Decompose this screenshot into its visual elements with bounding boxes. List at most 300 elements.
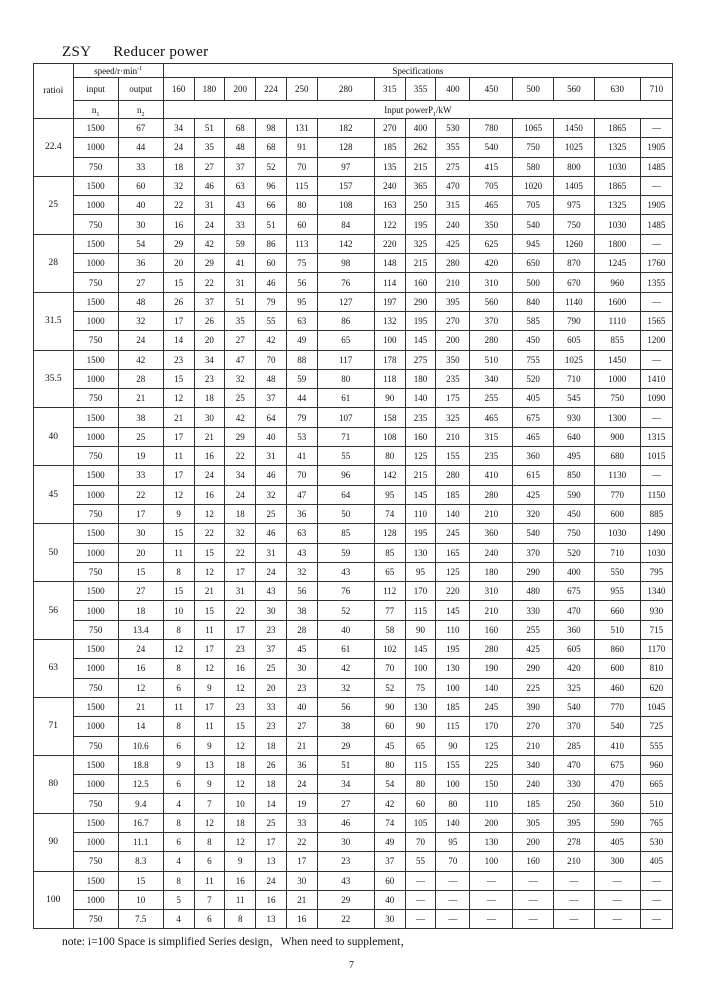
power-cell: 33 (256, 697, 287, 716)
power-cell: 17 (163, 466, 194, 485)
power-cell: 63 (286, 311, 317, 330)
power-cell: 275 (436, 157, 470, 176)
input-speed-cell: 1000 (73, 427, 118, 446)
power-cell: 1760 (640, 254, 672, 273)
power-cell: — (594, 910, 640, 929)
power-cell: 140 (436, 813, 470, 832)
power-cell: 100 (470, 852, 513, 871)
power-cell: 34 (225, 466, 256, 485)
power-cell: — (554, 871, 595, 890)
power-cell: 27 (317, 794, 374, 813)
power-cell: 112 (374, 582, 405, 601)
power-cell: 8 (225, 910, 256, 929)
power-cell: — (405, 890, 436, 909)
power-cell: 100 (436, 775, 470, 794)
output-speed-cell: 67 (118, 119, 163, 138)
power-cell: 9 (225, 852, 256, 871)
output-speed-cell: 8.3 (118, 852, 163, 871)
input-speed-cell: 1500 (73, 813, 118, 832)
output-speed-cell: 13.4 (118, 620, 163, 639)
table-row (34, 524, 673, 543)
output-speed-cell: 20 (118, 543, 163, 562)
power-cell: 1300 (594, 408, 640, 427)
output-speed-cell: 14 (118, 717, 163, 736)
header-row-1 (34, 64, 673, 78)
power-cell: 75 (286, 254, 317, 273)
size-header: 180 (194, 78, 225, 101)
power-cell: — (436, 871, 470, 890)
power-cell: — (640, 119, 672, 138)
power-cell: 20 (194, 331, 225, 350)
power-cell: 29 (163, 234, 194, 253)
power-cell: 11 (163, 447, 194, 466)
power-cell: 17 (225, 562, 256, 581)
power-cell: 390 (513, 697, 554, 716)
power-cell: 127 (317, 292, 374, 311)
power-cell: 1110 (594, 311, 640, 330)
power-cell: 46 (256, 273, 287, 292)
output-speed-cell: 21 (118, 389, 163, 408)
power-cell: 235 (436, 369, 470, 388)
input-speed-cell: 1500 (73, 466, 118, 485)
power-cell: 1025 (554, 138, 595, 157)
size-header: 450 (470, 78, 513, 101)
table-row (34, 832, 673, 851)
power-cell: 360 (470, 524, 513, 543)
power-cell: 26 (163, 292, 194, 311)
output-speed-cell: 28 (118, 369, 163, 388)
power-cell: 61 (317, 640, 374, 659)
power-cell: 34 (317, 775, 374, 794)
power-cell: 24 (194, 215, 225, 234)
power-cell: 37 (374, 852, 405, 871)
power-cell: 31 (256, 447, 287, 466)
power-cell: 290 (513, 562, 554, 581)
power-cell: 17 (256, 832, 287, 851)
table-row (34, 196, 673, 215)
power-cell: 12 (225, 832, 256, 851)
power-cell: 800 (554, 157, 595, 176)
power-cell: 24 (225, 485, 256, 504)
power-cell: 35 (194, 138, 225, 157)
power-cell: 12 (194, 562, 225, 581)
power-cell: 7 (194, 890, 225, 909)
power-cell: 975 (554, 196, 595, 215)
power-cell: 49 (374, 832, 405, 851)
table-row (34, 119, 673, 138)
power-cell: 11 (163, 543, 194, 562)
table-row (34, 582, 673, 601)
input-speed-cell: 750 (73, 794, 118, 813)
power-cell: 270 (374, 119, 405, 138)
ratio-cell: 90 (34, 813, 74, 871)
power-cell: 23 (194, 369, 225, 388)
power-cell: 12 (163, 640, 194, 659)
power-cell: 1030 (594, 215, 640, 234)
power-cell: 18 (256, 775, 287, 794)
power-cell: 310 (470, 273, 513, 292)
power-cell: 5 (163, 890, 194, 909)
power-cell: 42 (194, 234, 225, 253)
output-speed-cell: 21 (118, 697, 163, 716)
power-cell: 580 (513, 157, 554, 176)
power-cell: 770 (594, 485, 640, 504)
power-cell: 145 (405, 485, 436, 504)
power-cell: 425 (513, 485, 554, 504)
power-cell: 8 (163, 717, 194, 736)
size-header: 280 (317, 78, 374, 101)
power-cell: 32 (225, 524, 256, 543)
power-cell: 495 (554, 447, 595, 466)
power-cell: 37 (194, 292, 225, 311)
power-cell: 42 (317, 659, 374, 678)
power-cell: 17 (194, 697, 225, 716)
power-cell: 22 (194, 524, 225, 543)
power-cell: 370 (554, 717, 595, 736)
power-cell: 18 (194, 389, 225, 408)
power-cell: 22 (225, 447, 256, 466)
power-cell: 26 (256, 755, 287, 774)
power-cell: 21 (286, 890, 317, 909)
table-row (34, 910, 673, 929)
power-cell: 74 (374, 504, 405, 523)
power-cell: 185 (513, 794, 554, 813)
output-speed-cell: 15 (118, 562, 163, 581)
power-cell: 52 (317, 601, 374, 620)
power-cell: 88 (286, 350, 317, 369)
power-cell: 870 (554, 254, 595, 273)
power-cell: 33 (225, 215, 256, 234)
power-cell: 325 (554, 678, 595, 697)
output-speed-cell: 27 (118, 582, 163, 601)
power-cell: 49 (286, 331, 317, 350)
power-cell: 6 (163, 736, 194, 755)
power-cell: — (594, 871, 640, 890)
ratio-cell: 71 (34, 697, 74, 755)
power-cell: 540 (594, 717, 640, 736)
table-row (34, 215, 673, 234)
power-cell: 160 (405, 427, 436, 446)
input-speed-cell: 1500 (73, 408, 118, 427)
power-cell: 1315 (640, 427, 672, 446)
power-cell: 6 (163, 678, 194, 697)
power-cell: 960 (594, 273, 640, 292)
power-cell: 15 (163, 273, 194, 292)
power-cell: 85 (374, 543, 405, 562)
power-cell: 34 (163, 119, 194, 138)
power-cell: 180 (470, 562, 513, 581)
power-cell: 16 (225, 871, 256, 890)
power-cell: 13 (194, 755, 225, 774)
input-speed-cell: 1000 (73, 601, 118, 620)
table-row (34, 138, 673, 157)
power-cell: 280 (470, 640, 513, 659)
power-cell: 42 (225, 408, 256, 427)
power-cell: 225 (513, 678, 554, 697)
power-cell: 43 (286, 543, 317, 562)
output-speed-cell: 12.5 (118, 775, 163, 794)
power-cell: 55 (317, 447, 374, 466)
specifications-header: Specifications (163, 64, 672, 78)
table-row (34, 234, 673, 253)
power-cell: 960 (640, 755, 672, 774)
table-row (34, 273, 673, 292)
power-cell: 1450 (594, 350, 640, 369)
size-header: 400 (436, 78, 470, 101)
power-cell: 40 (317, 620, 374, 639)
power-cell: 670 (554, 273, 595, 292)
power-cell: 29 (317, 736, 374, 755)
output-speed-cell: 10.6 (118, 736, 163, 755)
power-cell: 470 (554, 601, 595, 620)
power-cell: 52 (256, 157, 287, 176)
power-cell: 6 (194, 910, 225, 929)
power-cell: 11 (194, 620, 225, 639)
header-row-3 (34, 101, 673, 119)
power-cell: — (405, 910, 436, 929)
power-cell: 56 (317, 697, 374, 716)
table-row (34, 447, 673, 466)
power-cell: 510 (594, 620, 640, 639)
power-cell: 95 (436, 832, 470, 851)
power-cell: 220 (436, 582, 470, 601)
power-cell: 350 (470, 215, 513, 234)
power-cell: 25 (225, 389, 256, 408)
power-cell: 98 (256, 119, 287, 138)
power-cell: 51 (317, 755, 374, 774)
power-cell: 12 (194, 504, 225, 523)
power-cell: 255 (470, 389, 513, 408)
power-cell: 145 (436, 601, 470, 620)
power-cell: 330 (513, 601, 554, 620)
power-cell: 680 (594, 447, 640, 466)
input-speed-cell: 750 (73, 447, 118, 466)
power-cell: — (640, 871, 672, 890)
input-speed-cell: 1500 (73, 640, 118, 659)
power-cell: 195 (405, 311, 436, 330)
power-cell: 280 (470, 485, 513, 504)
power-cell: 420 (470, 254, 513, 273)
power-cell: 71 (317, 427, 374, 446)
power-cell: 47 (225, 350, 256, 369)
power-cell: 36 (286, 755, 317, 774)
power-cell: 90 (405, 620, 436, 639)
power-cell: 11 (194, 717, 225, 736)
power-cell: 60 (374, 717, 405, 736)
input-speed-cell: 1000 (73, 196, 118, 215)
power-cell: 155 (436, 755, 470, 774)
power-cell: 110 (436, 620, 470, 639)
power-cell: 15 (194, 543, 225, 562)
input-speed-cell: 750 (73, 852, 118, 871)
power-cell: 12 (194, 659, 225, 678)
power-cell: 40 (286, 697, 317, 716)
power-cell: 235 (405, 408, 436, 427)
power-cell: 68 (256, 138, 287, 157)
table-row (34, 659, 673, 678)
power-cell: 105 (405, 813, 436, 832)
power-cell: 130 (405, 543, 436, 562)
power-cell: 27 (286, 717, 317, 736)
power-cell: 1200 (640, 331, 672, 350)
power-cell: 930 (640, 601, 672, 620)
power-cell: 38 (317, 717, 374, 736)
power-cell: 450 (554, 504, 595, 523)
power-cell: 625 (470, 234, 513, 253)
power-cell: 405 (640, 852, 672, 871)
power-cell: 43 (256, 582, 287, 601)
power-cell: 255 (513, 620, 554, 639)
output-speed-cell: 25 (118, 427, 163, 446)
power-cell: 48 (256, 369, 287, 388)
output-speed-cell: 38 (118, 408, 163, 427)
power-cell: 95 (286, 292, 317, 311)
input-speed-cell: 750 (73, 331, 118, 350)
power-cell: 200 (470, 813, 513, 832)
power-cell: 465 (513, 427, 554, 446)
input-speed-cell: 1000 (73, 543, 118, 562)
power-cell: 114 (374, 273, 405, 292)
power-cell: 96 (256, 176, 287, 195)
input-speed-cell: 1500 (73, 871, 118, 890)
power-cell: 1045 (640, 697, 672, 716)
power-cell: 405 (594, 832, 640, 851)
power-cell: 41 (286, 447, 317, 466)
power-cell: 590 (594, 813, 640, 832)
power-cell: 500 (513, 273, 554, 292)
power-cell: 6 (194, 852, 225, 871)
power-cell: 395 (554, 813, 595, 832)
output-speed-cell: 16 (118, 659, 163, 678)
power-cell: 60 (256, 254, 287, 273)
power-cell: 725 (640, 717, 672, 736)
power-cell: 80 (286, 196, 317, 215)
power-cell: 51 (225, 292, 256, 311)
power-cell: — (405, 871, 436, 890)
power-cell: 102 (374, 640, 405, 659)
power-cell: 665 (640, 775, 672, 794)
power-cell: 240 (374, 176, 405, 195)
power-cell: 1450 (554, 119, 595, 138)
power-cell: 810 (640, 659, 672, 678)
power-cell: 80 (374, 447, 405, 466)
input-speed-cell: 1000 (73, 775, 118, 794)
power-cell: 18 (163, 157, 194, 176)
table-row (34, 697, 673, 716)
power-cell: 290 (405, 292, 436, 311)
power-cell: — (513, 871, 554, 890)
power-cell: 8 (163, 620, 194, 639)
power-cell: 262 (405, 138, 436, 157)
power-cell: 705 (470, 176, 513, 195)
power-cell: 660 (594, 601, 640, 620)
power-cell: 24 (256, 562, 287, 581)
power-cell: 178 (374, 350, 405, 369)
power-cell: 110 (470, 794, 513, 813)
power-cell: 46 (256, 466, 287, 485)
power-cell: 30 (317, 832, 374, 851)
size-header: 710 (640, 78, 672, 101)
power-cell: 1405 (554, 176, 595, 195)
power-cell: 90 (374, 697, 405, 716)
power-cell: 955 (594, 582, 640, 601)
power-cell: 545 (554, 389, 595, 408)
power-cell: 59 (286, 369, 317, 388)
power-cell: 85 (317, 524, 374, 543)
power-cell: 95 (405, 562, 436, 581)
power-cell: 31 (225, 582, 256, 601)
table-row (34, 620, 673, 639)
power-cell: 1015 (640, 447, 672, 466)
power-cell: 220 (374, 234, 405, 253)
ratio-cell: 45 (34, 466, 74, 524)
power-cell: 215 (405, 466, 436, 485)
power-cell: 155 (436, 447, 470, 466)
power-cell: 43 (317, 562, 374, 581)
input-speed-cell: 1500 (73, 292, 118, 311)
table-row (34, 640, 673, 659)
table-row (34, 890, 673, 909)
power-cell: 27 (194, 157, 225, 176)
power-cell: 17 (225, 620, 256, 639)
power-cell: 9 (163, 755, 194, 774)
power-cell: 325 (436, 408, 470, 427)
power-cell: 20 (163, 254, 194, 273)
power-cell: 90 (374, 389, 405, 408)
power-cell: 425 (513, 640, 554, 659)
power-cell: 30 (256, 601, 287, 620)
table-row (34, 755, 673, 774)
power-cell: 91 (286, 138, 317, 157)
power-cell: 1170 (640, 640, 672, 659)
power-cell: 79 (256, 292, 287, 311)
power-cell: 65 (317, 331, 374, 350)
power-cell: 125 (470, 736, 513, 755)
power-cell: 64 (256, 408, 287, 427)
power-cell: 61 (317, 389, 374, 408)
table-row (34, 871, 673, 890)
power-cell: 70 (286, 157, 317, 176)
output-speed-cell: 18.8 (118, 755, 163, 774)
power-cell: 10 (163, 601, 194, 620)
power-cell: 350 (436, 350, 470, 369)
input-speed-cell: 1500 (73, 582, 118, 601)
power-cell: 215 (405, 157, 436, 176)
power-cell: 157 (317, 176, 374, 195)
power-cell: 28 (286, 620, 317, 639)
input-speed-cell: 1500 (73, 697, 118, 716)
power-cell: 185 (436, 485, 470, 504)
power-cell: 9 (194, 736, 225, 755)
power-cell: 410 (470, 466, 513, 485)
power-cell: 15 (194, 601, 225, 620)
power-cell: 540 (513, 524, 554, 543)
power-cell: 38 (286, 601, 317, 620)
power-cell: 135 (374, 157, 405, 176)
output-speed-cell: 33 (118, 466, 163, 485)
size-header: 355 (405, 78, 436, 101)
power-cell: 108 (374, 427, 405, 446)
power-cell: 46 (194, 176, 225, 195)
ratio-cell: 40 (34, 408, 74, 466)
power-cell: 460 (594, 678, 640, 697)
power-cell: 365 (405, 176, 436, 195)
power-cell: 325 (405, 234, 436, 253)
power-cell: 27 (225, 331, 256, 350)
input-speed-cell: 1000 (73, 890, 118, 909)
input-speed-cell: 750 (73, 504, 118, 523)
power-cell: 70 (436, 852, 470, 871)
